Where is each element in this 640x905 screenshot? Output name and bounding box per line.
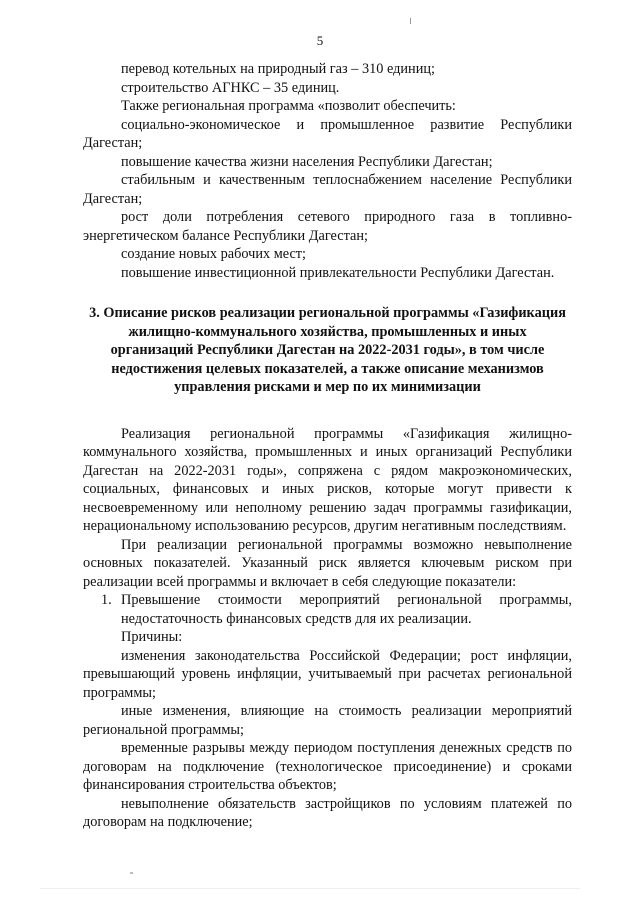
scan-mark	[130, 872, 133, 874]
cause-item: временные разрывы между периодом поступления денежных средств по договорам на подключение (технологическое присоединение) и сроками финансирования строительства объектов;	[83, 740, 572, 793]
text-line: Также региональная программа «позволит обеспечить:	[121, 98, 456, 114]
page-number: 5	[316, 33, 324, 48]
scan-mark	[410, 18, 411, 24]
body-paragraph: Реализация региональной программы «Газификация жилищно-коммунального хозяйства, промышленных и иных организаций Республики Дагестан на 2022-2031 годы», сопряжена с рядом макроэкономических, социальных, финансовых и иных рисков, которые могут привести к несвоевременному или неполному решению задач программы газификации, нерациональному использованию ресурсов, другим негативным последствиям.	[83, 425, 572, 534]
causes-label: Причины:	[121, 629, 183, 645]
cause-item: невыполнение обязательств застройщиков по условиям платежей по договорам на подключение;	[83, 795, 572, 830]
section-heading: 3. Описание рисков реализации региональной программы «Газификация жилищно-коммунального хозяйства, промышленных и иных организаций Республики Дагестан на 2022-2031 годы», в том числе недостижения целевых показателей, а также описание механизмов управления рисками и мер по их минимизации	[89, 305, 566, 395]
text-line: создание новых рабочих мест;	[121, 246, 307, 262]
cause-item: иные изменения, влияющие на стоимость реализации мероприятий региональной программы;	[83, 703, 572, 738]
page-content	[83, 60, 572, 832]
text-line: социально-экономическое и промышленное развитие Республики Дагестан;	[83, 116, 572, 151]
text-line: повышение качества жизни населения Республики Дагестан;	[121, 153, 493, 170]
text-line: перевод котельных на природный газ – 310 единиц;	[121, 61, 435, 77]
list-number: 1.	[101, 592, 112, 608]
text-line: рост доли потребления сетевого природного газа в топливно-энергетическом балансе Республики Дагестан;	[83, 209, 572, 244]
scan-mark	[40, 888, 580, 889]
text-line: стабильным и качественным теплоснабжением население Республики Дагестан;	[83, 172, 572, 207]
body-paragraph: При реализации региональной программы возможно невыполнение основных показателей. Указанный риск является ключевым риском при реализации всей программы и включает в себя следующие показатели:	[83, 536, 572, 590]
list-item-text: Превышение стоимости мероприятий региональной программы, недостаточность финансовых средств для их реализации.	[121, 592, 572, 627]
cause-item: изменения законодательства Российской Федерации; рост инфляции, превышающий уровень инфляции, учитываемый при расчетах региональной программы;	[83, 647, 572, 701]
text-line: повышение инвестиционной привлекательности Республики Дагестан.	[121, 264, 555, 281]
text-line: строительство АГНКС – 35 единиц.	[121, 79, 340, 96]
numbered-list-item	[83, 591, 572, 628]
